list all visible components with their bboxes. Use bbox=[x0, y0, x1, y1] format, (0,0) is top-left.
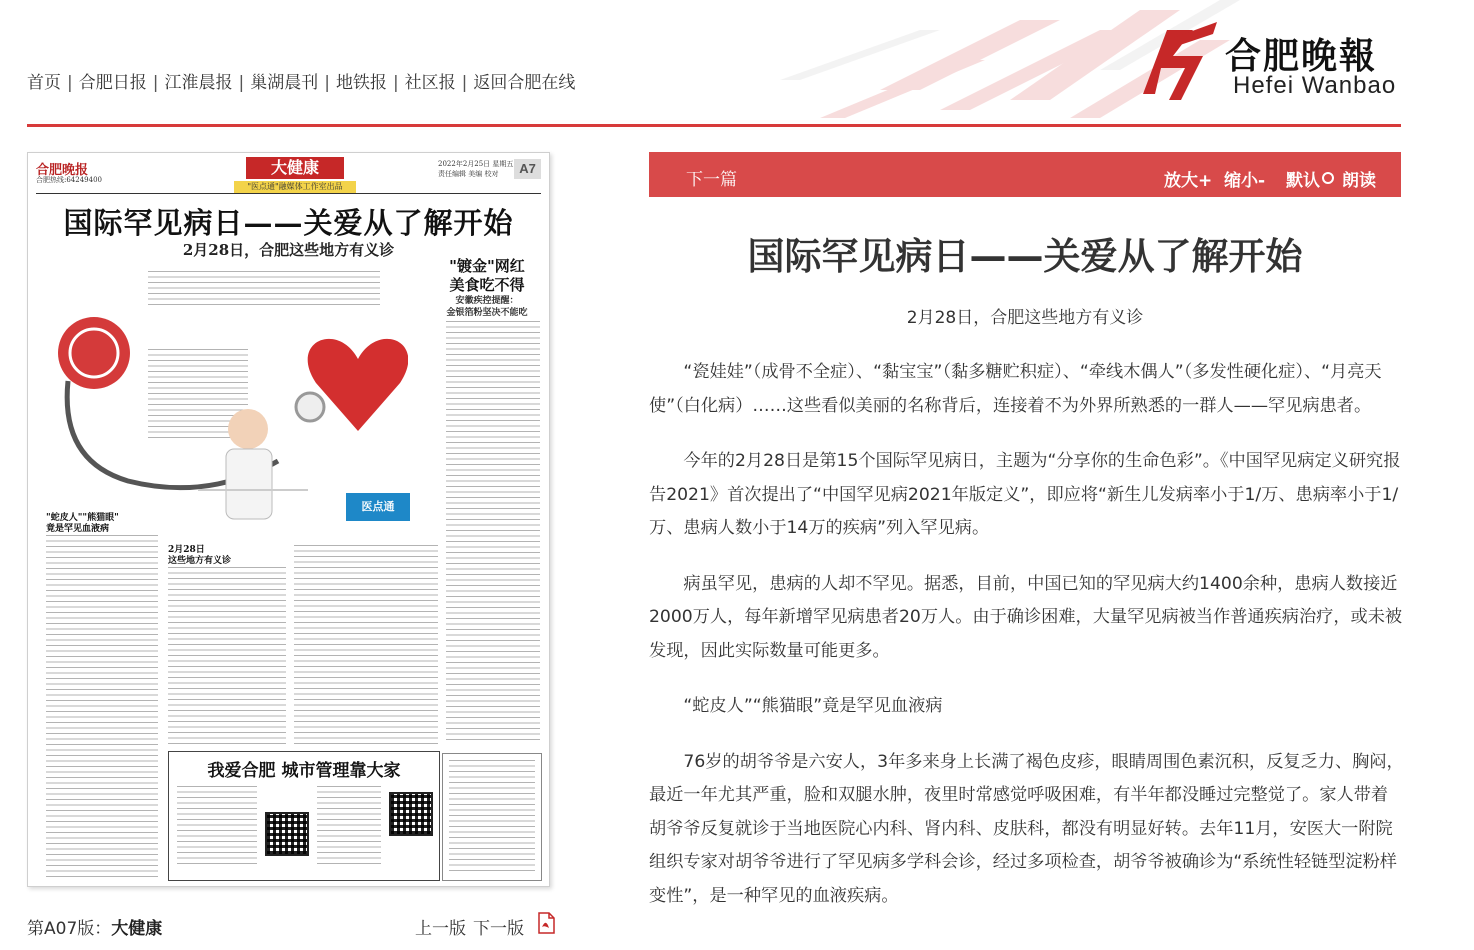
logo-mark-icon bbox=[1133, 16, 1223, 106]
article-toolbar bbox=[649, 152, 1401, 197]
article-paragraph: 今年的2月28日是第15个国际罕见病日，主题为“分享你的生命色彩”。《中国罕见病定义研究报告2021》首次提出了“中国罕见病2021年版定义”，即应将“新生儿发病率小于1/万、患病率小于1/万、患病人数小于14万的疾病”列入罕见病。 bbox=[649, 451, 1401, 538]
nav-separator: | bbox=[324, 73, 330, 93]
edition-label bbox=[27, 914, 162, 939]
qr-code-icon bbox=[265, 812, 309, 856]
article-paragraph: 76岁的胡爷爷是六安人，3年多来身上长满了褐色皮疹，眼睛周围色素沉积，反复乏力、胸闷，最近一年尤其严重，脸和双腿水肿，夜里时常感觉呼吸困难，有半年都没睡过完整觉了。家人带着胡爷爷反复就诊于当地医院心内科、肾内科、皮肤科，都没有明显好转。去年11月，安医大一附院组织专家对胡爷爷进行了罕见病多学科会诊，经过多项检查，胡爷爷被确诊为“系统性轻链型淀粉样变性”，是一种罕见的血液疾病。 bbox=[649, 751, 1404, 906]
article-subtitle: 2月28日，合肥这些地方有义诊 bbox=[906, 308, 1144, 328]
paper-box1-title: "蛇皮人""熊猫眼" 竟是罕见血液病 bbox=[46, 513, 119, 534]
qr-code-icon bbox=[389, 792, 433, 836]
nav-separator: | bbox=[461, 73, 468, 93]
nav-link-metro[interactable]: 地铁报 bbox=[335, 73, 387, 93]
newspaper-page-image[interactable] bbox=[27, 152, 550, 887]
zoom-out-button[interactable]: 缩小- bbox=[1224, 171, 1266, 191]
paper-column-2 bbox=[168, 567, 286, 747]
site-logo[interactable] bbox=[1133, 16, 1403, 106]
paper-rule bbox=[36, 193, 541, 194]
nav-separator: | bbox=[152, 73, 159, 93]
nav-separator: | bbox=[67, 73, 73, 93]
edition-prefix: 第A07版： bbox=[27, 919, 112, 939]
nav-link-home[interactable]: 首页 bbox=[27, 73, 61, 93]
header-divider bbox=[27, 124, 1401, 127]
nav-separator: | bbox=[238, 73, 245, 93]
paper-notice-box bbox=[442, 753, 542, 881]
edition-name: 大健康 bbox=[111, 919, 163, 939]
paper-masthead: 合肥晚报 bbox=[36, 163, 89, 178]
paper-hotline: 合肥热线:64249400 bbox=[36, 176, 102, 184]
article-body bbox=[649, 356, 1405, 935]
paper-ad-text bbox=[177, 786, 257, 866]
paper-subhead: 2月28日，合肥这些地方有义诊 bbox=[182, 241, 395, 259]
paper-ad-title: 我爱合肥 城市管理靠大家 bbox=[207, 761, 401, 781]
prev-edition-link[interactable]: 上一版 bbox=[415, 919, 466, 939]
paper-page-number: A7 bbox=[514, 159, 541, 179]
article-section-heading: “蛇皮人”“熊猫眼”竟是罕见血液病 bbox=[683, 696, 943, 716]
article-title: 国际罕见病日——关爱从了解开始 bbox=[747, 235, 1303, 278]
nav-link-back-online[interactable]: 返回合肥在线 bbox=[473, 73, 576, 93]
paper-side-title: "镀金"网红 美食吃不得 bbox=[449, 257, 525, 294]
next-article-link[interactable]: 下一篇 bbox=[686, 170, 737, 190]
default-size-button[interactable] bbox=[1286, 166, 1334, 191]
article-paragraph: 病虽罕见，患病的人却不罕见。据悉，目前，中国已知的罕见病大约1400余种，患病人数接近2000万人，每年新增罕见病患者20万人。由于确诊困难，大量罕见病被当作普通疾病治疗，或未被发现，因此实际数量可能更多。 bbox=[649, 573, 1403, 661]
edition-bar bbox=[27, 914, 559, 942]
paper-column-3 bbox=[294, 545, 438, 745]
read-aloud-button[interactable]: 朗读 bbox=[1342, 171, 1376, 191]
nav-link-jianghuai-morning[interactable]: 江淮晨报 bbox=[164, 73, 233, 93]
article-paragraph: “瓷娃娃”（成骨不全症）、“黏宝宝”（黏多糖贮积症）、“牵线木偶人”（多发性硬化症）、“月亮天使”（白化病）……这些看似美丽的名称背后，连接着不为外界所熟悉的一群人——罕见病患者。 bbox=[649, 362, 1382, 416]
nav-link-chaohu-morning[interactable]: 巢湖晨刊 bbox=[250, 73, 319, 93]
paper-ad-text-2 bbox=[317, 786, 381, 866]
nav-separator: | bbox=[392, 73, 399, 93]
paper-date: 2022年2月25日 星期五 bbox=[438, 160, 514, 168]
logo-text-cn: 合肥晚報 bbox=[1225, 35, 1378, 77]
paper-headline: 国际罕见病日——关爱从了解开始 bbox=[63, 206, 514, 240]
default-size-label: 默认 bbox=[1286, 171, 1320, 191]
paper-box2-title: 2月28日 这些地方有义诊 bbox=[168, 545, 232, 566]
paper-ad-box bbox=[168, 751, 440, 881]
logo-text-en: Hefei Wanbao bbox=[1233, 72, 1397, 99]
next-edition-link[interactable]: 下一版 bbox=[473, 919, 524, 939]
paper-column-1 bbox=[46, 535, 158, 880]
pdf-icon[interactable] bbox=[537, 912, 555, 934]
nav-link-community[interactable]: 社区报 bbox=[404, 73, 456, 93]
top-nav bbox=[27, 68, 575, 93]
circle-icon bbox=[1322, 172, 1334, 184]
paper-editor-line: 责任编辑 美编 校对 bbox=[438, 170, 499, 178]
paper-side-column bbox=[446, 321, 540, 741]
paper-section-title: 大健康 bbox=[246, 157, 344, 179]
paper-side-note: 安徽疾控提醒： 金银箔粉坚决不能吃 bbox=[446, 296, 528, 318]
paper-intro-text bbox=[148, 271, 380, 309]
paper-brand-badge: 医点通 bbox=[346, 493, 410, 521]
paper-notice-text bbox=[449, 760, 535, 872]
paper-section-sub: "医点通"融媒体工作室出品 bbox=[234, 181, 356, 193]
zoom-in-button[interactable]: 放大+ bbox=[1164, 171, 1213, 191]
nav-link-hefei-daily[interactable]: 合肥日报 bbox=[78, 73, 147, 93]
